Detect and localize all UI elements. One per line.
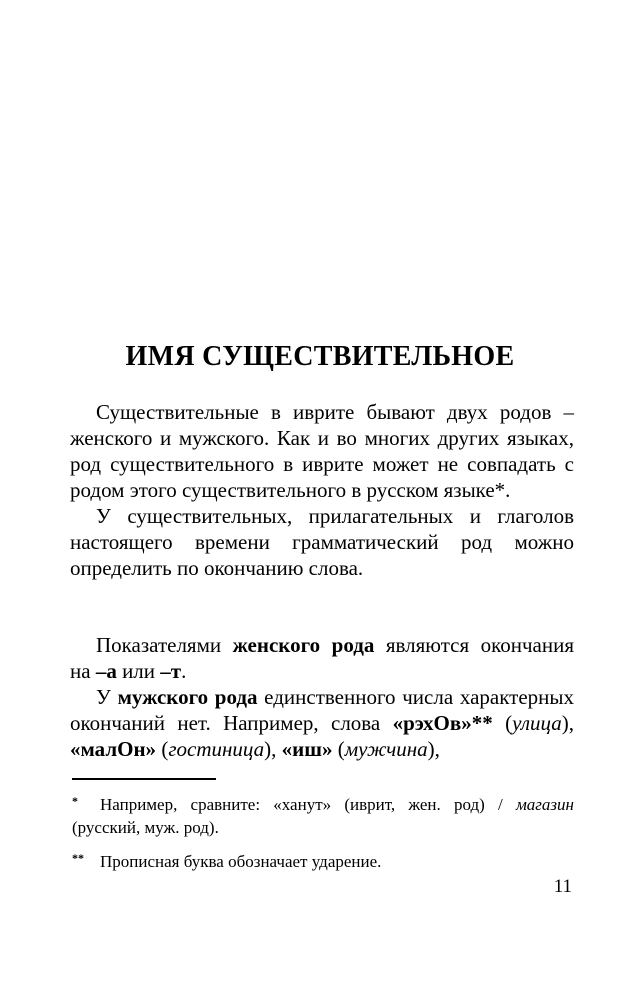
paragraph-gender-by-ending: У существительных, прилагательных и глаголов настоящего времени грамматический род можно определить по окончанию слова. <box>70 504 574 580</box>
page-number: 11 <box>553 876 572 897</box>
bold-ending-t: –т <box>160 659 182 683</box>
italic-translation-shop: магазин <box>515 795 574 814</box>
italic-translation-man: мужчина <box>344 737 428 761</box>
footnote-1 <box>72 790 574 839</box>
body-block-intro <box>70 399 574 581</box>
bold-word-rehov: «рэхОв»** <box>392 711 493 735</box>
text-run: Показателями <box>96 633 233 657</box>
chapter-title: ИМЯ СУЩЕСТВИТЕЛЬНОЕ <box>125 341 515 372</box>
text-run: ( <box>492 711 513 735</box>
text-run: ), <box>561 711 575 735</box>
bold-term-masculine: мужского рода <box>117 685 258 709</box>
text-run: . <box>181 659 187 683</box>
text-run: ), <box>264 737 282 761</box>
footnotes <box>72 790 574 873</box>
text-run: ( <box>156 737 169 761</box>
paragraph-masculine-endings <box>70 684 574 762</box>
text-run: Например, сравните: «ханут» (иврит, жен. род) / <box>100 795 516 814</box>
italic-translation-hotel: гостиница <box>168 737 265 761</box>
text-run: являются окончания на <box>70 633 574 683</box>
bold-term-feminine: женского рода <box>232 633 375 657</box>
body-block-endings <box>70 632 574 762</box>
text-run: Прописная буква обозначает ударение. <box>100 852 382 871</box>
text-run: У <box>96 685 118 709</box>
footnote-marker: ** <box>72 851 84 865</box>
text-run: или <box>116 659 161 683</box>
footnote-divider <box>72 778 216 780</box>
paragraph-feminine-endings <box>70 632 574 684</box>
text-run: ), <box>427 737 440 761</box>
bold-word-malon: «малОн» <box>70 737 157 761</box>
paragraph-gender-intro: Существительные в иврите бывают двух родов – женского и мужского. Как и во многих других языках, род существительного в иврите может не совпадать с родом этого существительного в русском языке*. <box>70 400 574 502</box>
footnote-spacer <box>72 839 574 847</box>
bold-word-ish: «иш» <box>281 737 333 761</box>
bold-ending-a: –а <box>95 659 117 683</box>
footnote-2 <box>72 847 574 873</box>
text-run: единственного числа характерных окончаний нет. Например, слова <box>70 685 574 735</box>
text-run: (русский, муж. род). <box>72 818 219 837</box>
italic-translation-street: улица <box>512 711 562 735</box>
text-run: ( <box>332 737 345 761</box>
footnote-marker: * <box>72 794 78 808</box>
